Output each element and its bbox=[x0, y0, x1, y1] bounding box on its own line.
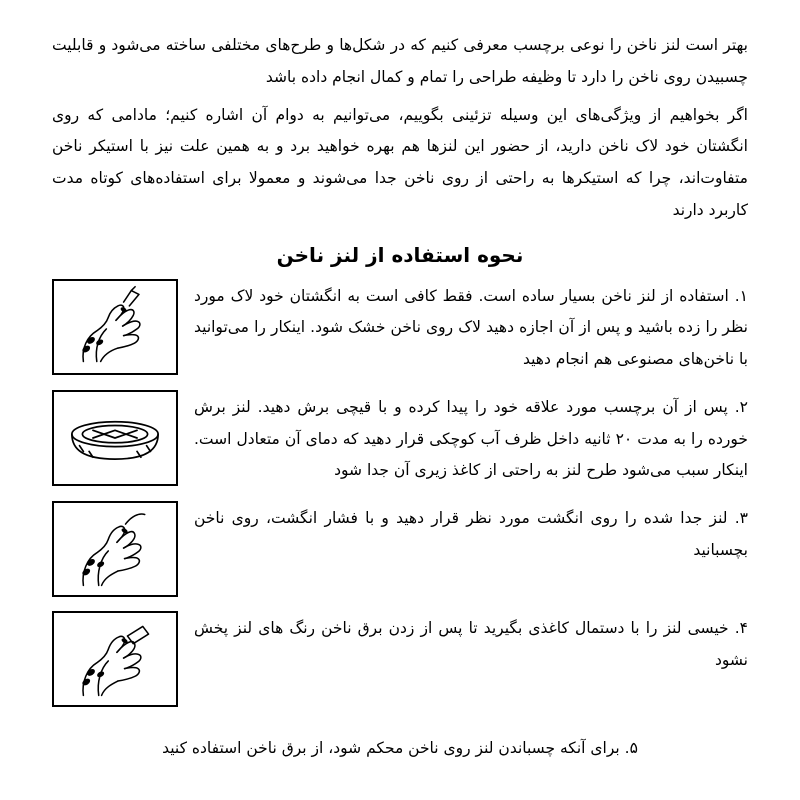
intro-paragraph-2: اگر بخواهیم از ویژگی‌های این وسیله تزئینی بگوییم، می‌توانیم به دوام آن اشاره کنیم؛ مادامی که روی انگشتان خود لاک ناخن دارید، از حضور این لنزها هم بهره خواهید برد و به همین علت نیز با استیکر ناخن متفاوت‌اند، چرا که استیکرها به راحتی از روی ناخن جدا می‌شوند و معمولا برای استفاده‌های کوتاه مدت کاربرد دارند bbox=[52, 105, 748, 219]
list-item bbox=[52, 611, 748, 707]
final-note-text: ۵. برای آنکه چسباندن لنز روی ناخن محکم شود، از برق ناخن استفاده کنید bbox=[162, 739, 638, 758]
hands-pressing-lens-illustration bbox=[52, 501, 178, 597]
hands-applying-polish-illustration bbox=[52, 279, 178, 375]
intro-paragraph-1: بهتر است لنز ناخن را نوعی برچسب معرفی کنیم که در شکل‌ها و طرح‌های مختلفی ساخته می‌شود و قابلیت چسبیدن روی ناخن را دارد تا وظیفه طراحی را تمام و کمال انجام داده باشد bbox=[52, 36, 748, 86]
list-item bbox=[52, 501, 748, 597]
final-note bbox=[52, 733, 748, 765]
intro-section bbox=[52, 30, 748, 227]
steps-list bbox=[52, 279, 748, 708]
list-item bbox=[52, 390, 748, 487]
step-text: ۱. استفاده از لنز ناخن بسیار ساده است. فقط کافی است به انگشتان خود لاک مورد نظر را زده باشید و پس از آن اجازه دهید لاک روی ناخن خشک شود. اینکار را می‌توانید با ناخن‌های مصنوعی هم انجام دهید bbox=[194, 286, 748, 369]
list-item bbox=[52, 279, 748, 376]
bowl-of-water-illustration bbox=[52, 390, 178, 486]
page-title: نحوه استفاده از لنز ناخن bbox=[276, 242, 524, 267]
step-text: ۳. لنز جدا شده را روی انگشت مورد نظر قرار دهید و با فشار انگشت، روی ناخن بچسبانید bbox=[194, 509, 748, 559]
hands-with-tissue-illustration bbox=[52, 611, 178, 707]
step-text: ۲. پس از آن برچسب مورد علاقه خود را پیدا کرده و با قیچی برش دهید. لنز برش خورده را به مدت ۲۰ ثانیه داخل ظرف آب کوچکی قرار دهید که دمای آن متعادل است. اینکار سبب می‌شود طرح لنز به راحتی از کاغذ زیری آن جدا شود bbox=[194, 397, 748, 480]
step-text: ۴. خیسی لنز را با دستمال کاغذی بگیرید تا پس از زدن برق ناخن رنگ های لنز پخش نشود bbox=[194, 619, 748, 669]
